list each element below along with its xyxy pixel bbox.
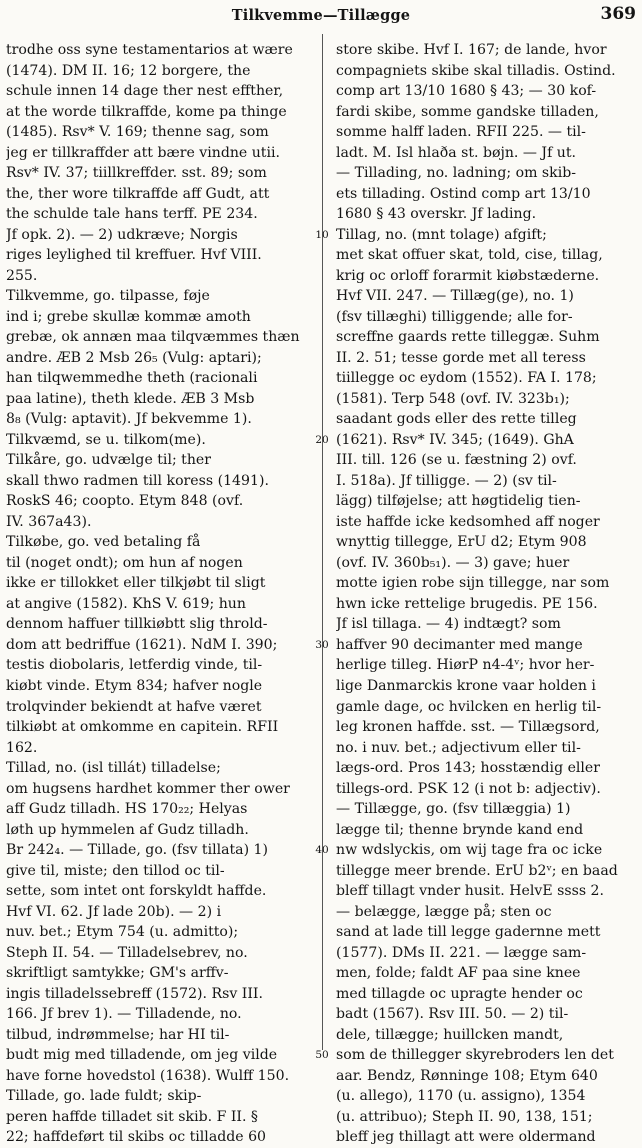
left-column-line: skall thwo radmen till koress (1491). (6, 472, 269, 489)
right-column-line: screffne gaards rette tilleggæ. Suhm (336, 329, 600, 346)
left-column-line: han tilqwemmedhe theth (racionali (6, 370, 258, 387)
right-column-line: badt (1567). Rsv III. 50. — 2) til- (336, 1006, 569, 1023)
right-column-line: iste haffde icke kedsomhed aff noger (336, 513, 600, 530)
right-column-line: dele, tillægge; huillcken mandt, (336, 1026, 564, 1043)
right-column-line: tillegs-ord. PSK 12 (i not b: adjectiv). (336, 780, 601, 797)
page-number: 369 (600, 4, 636, 24)
left-column-line: Tilkvæmd, se u. tilkom(me). (6, 431, 206, 448)
running-title: Tilkvemme—Tillægge (231, 7, 411, 24)
right-column-line: (1621). Rsv* IV. 345; (1649). GhA (336, 431, 574, 448)
right-column-line: comp art 13/10 1680 § 43; — 30 kof- (336, 83, 597, 100)
left-column-line: skriftligt samtykke; GM's arffv- (6, 965, 229, 982)
left-column-line: Rsv* IV. 37; tiillkreffder. sst. 89; som (6, 165, 267, 182)
right-column-line: men, folde; faldt AF paa sine knee (336, 965, 581, 982)
left-column-line: trodhe oss syne testamentarios at wære (6, 42, 293, 58)
left-column-line: at the worde tilkraffde, kome pa thinge (6, 103, 287, 120)
left-column-line: 166. Jf brev 1). — Tilladende, no. (6, 1006, 242, 1023)
left-column-line: til (noget ondt); om hun af nogen (6, 554, 243, 571)
left-column-line: 22; haffdeført til skibs oc tilladde 60 (6, 1129, 267, 1146)
right-column-line: bleff jeg thillagt att were oldermand (336, 1129, 596, 1146)
left-column-line: dom att bedriffue (1621). NdM I. 390; (6, 636, 278, 653)
left-column-line: aff Gudz tilladh. HS 170₂₂; Helyas (6, 801, 248, 818)
right-column-line: (fsv tillæghi) tilliggende; alle for- (336, 308, 573, 325)
right-column-line: sand at lade till legge gadernne mett (336, 924, 601, 941)
right-column-line: compagniets skibe skal tilladis. Ostind. (336, 62, 616, 79)
left-column-line: Br 242₄. — Tillade, go. (fsv tillata) 1) (6, 842, 269, 859)
right-column-line: fardi skibe, somme gandske tilladen, (336, 103, 599, 120)
left-column-line: 255. (6, 267, 38, 284)
left-column-line: Hvf VI. 62. Jf lade 20b). — 2) i (6, 903, 222, 920)
right-column-line: lægge til; thenne brynde kand end (336, 821, 584, 838)
left-column-line: riges leylighed til kreffuer. Hvf VIII. (6, 247, 262, 264)
left-column-line: jeg er tillkraffder att bære vindne utii. (6, 144, 280, 161)
right-column-line: tillegge meer brende. ErU b2ᵛ; en baad (336, 862, 618, 879)
left-column-line: the schulde tale hans terff. PE 234. (6, 206, 258, 223)
left-column-line: andre. ÆB 2 Msb 26₅ (Vulg: aptari); (6, 349, 262, 366)
line-number: 40 (315, 844, 329, 857)
left-column-line: Tilkvemme, go. tilpasse, føje (6, 288, 210, 305)
left-column-line: give til, miste; den tillod oc til- (6, 862, 225, 879)
line-number: 10 (315, 228, 329, 241)
right-column-line: (1577). DMs II. 221. — lægge sam- (336, 944, 587, 961)
left-column-line: peren haffde tilladet sit skib. F II. § (6, 1108, 258, 1125)
left-column-line: løth up hymmelen af Gudz tilladh. (6, 821, 249, 838)
left-column-line: IV. 367a43). (6, 513, 92, 530)
left-column-line: tilbud, indrømmelse; har HI til- (6, 1026, 230, 1043)
page-header (0, 3, 642, 27)
left-column-line: RoskS 46; coopto. Etym 848 (ovf. (6, 493, 244, 510)
right-column-line: nw wdslyckis, om wij tage fra oc icke (336, 842, 603, 859)
right-column-line: (ovf. IV. 360b₅₁). — 3) gave; huer (336, 554, 570, 571)
left-column-line: 162. (6, 739, 38, 756)
line-number: 20 (315, 433, 329, 446)
left-column-line: ikke er tillokket eller tilkjøbt til sligt (6, 575, 266, 592)
left-column-line: testis diobolaris, letferdig vinde, til- (6, 657, 263, 674)
right-column-line: — Tillading, no. ladning; om skib- (336, 165, 576, 182)
left-column-line: tilkiøbt at omkomme en capitein. RFII (6, 719, 279, 736)
left-column-line: 8₈ (Vulg: aptavit). Jf bekvemme 1). (6, 411, 252, 428)
right-column-line: wnyttig tillegge, ErU d2; Etym 908 (336, 534, 587, 551)
right-column-line: Hvf VII. 247. — Tillæg(ge), no. 1) (336, 288, 574, 305)
right-column-line: med tillagde oc upragte hender oc (336, 985, 583, 1002)
left-column (6, 40, 311, 1148)
left-column-line: budt mig med tilladende, om jeg vilde (6, 1047, 278, 1064)
right-column-line: leg kronen haffde. sst. — Tillægsord, (336, 719, 600, 736)
left-column-line: Tilkåre, go. udvælge til; ther (6, 452, 211, 469)
right-column-line: Jf isl tillaga. — 4) indtægt? som (336, 616, 561, 633)
right-column-line: store skibe. Hvf I. 167; de lande, hvor (336, 42, 607, 58)
right-column-line: II. 2. 51; tesse gorde met all teress (336, 349, 586, 366)
right-column-line: I. 518a). Jf tilligge. — 2) (sv til- (336, 472, 557, 489)
left-column-line: have forne hovedstol (1638). Wulff 150. (6, 1067, 290, 1084)
right-column-line: (u. attribuo); Steph II. 90, 138, 151; (336, 1108, 593, 1125)
right-column-line: (u. allego), 1170 (u. assigno), 1354 (336, 1088, 586, 1105)
right-column-line: no. i nuv. bet.; adjectivum eller til- (336, 739, 581, 756)
right-column-line: — belægge, lægge på; sten oc (336, 903, 552, 920)
right-column-line: haffver 90 decimanter med mange (336, 636, 583, 653)
right-column-line: saadant gods eller des rette tilleg (336, 411, 577, 428)
right-column-line: met skat offuer skat, told, cise, tillag, (336, 247, 603, 264)
left-column-line: ingis tilladelssebreff (1572). Rsv III. (6, 985, 263, 1002)
left-column-line: schule innen 14 dage ther nest effther, (6, 83, 284, 100)
right-column-line: hwn icke rettelige brugedis. PE 156. (336, 595, 598, 612)
right-column-line: tiillegge oc eydom (1552). FA I. 178; (336, 370, 597, 387)
left-column-line: ind i; grebe skullæ kommæ amoth (6, 308, 251, 325)
left-column-line: nuv. bet.; Etym 754 (u. admitto); (6, 924, 239, 941)
left-column-line: Tilkøbe, go. ved betaling få (6, 534, 201, 551)
left-column-line: Jf opk. 2). — 2) udkræve; Norgis (6, 226, 238, 243)
left-column-line: dennom haffuer tillkiøbtt slig throld- (6, 616, 268, 633)
left-column-line: om hugsens hardhet kommer ther ower (6, 780, 290, 797)
left-column-line: grebæ, ok annæn maa tilqvæmmes thæn (6, 329, 300, 346)
left-column-line: trolqvinder bekiendt at hafve været (6, 698, 262, 715)
left-column-line: (1485). Rsv* V. 169; thenne sag, som (6, 124, 269, 141)
column-divider (322, 34, 323, 1050)
right-column-line: lägg) tilføjelse; att høgtidelig tien- (336, 493, 581, 510)
right-column-line: bleff tillagt vnder husit. HelvE ssss 2. (336, 883, 604, 900)
right-column-line: ets tillading. Ostind comp art 13/10 (336, 185, 591, 202)
right-column-line: 1680 § 43 overskr. Jf lading. (336, 206, 537, 223)
left-column-line: (1474). DM II. 16; 12 borgere, the (6, 62, 251, 79)
right-column-line: som de thillegger skyrebroders len det (336, 1047, 614, 1064)
left-column-line: the, ther wore tilkraffde aff Gudt, att (6, 185, 270, 202)
right-column-line: Tillag, no. (mnt tolage) afgift; (336, 226, 547, 243)
left-column-line: paa latine), theth klede. ÆB 3 Msb (6, 390, 255, 407)
right-column-line: lægs-ord. Pros 143; hosstændig eller (336, 760, 601, 777)
left-column-line: Tillad, no. (isl tillát) tilladelse; (6, 760, 221, 777)
line-number: 30 (315, 639, 329, 652)
right-column-line: ladt. M. Isl hlaða st. bøjn. — Jf ut. (336, 144, 576, 161)
right-column-line: krig oc orloff forarmit kiøbstæderne. (336, 267, 600, 284)
right-column-line: lige Danmarckis krone vaar holden i (336, 677, 596, 694)
left-column-line: kiøbt vinde. Etym 834; hafver nogle (6, 677, 263, 694)
right-column-line: — Tillægge, go. (fsv tillæggia) 1) (336, 801, 571, 818)
right-column-line: motte igien robe sijn tillegge, nar som (336, 575, 610, 592)
left-column-line: sette, som intet ont forskyldt haffde. (6, 883, 267, 900)
right-column-line: aar. Bendz, Rønninge 108; Etym 640 (336, 1067, 598, 1084)
right-column (336, 40, 639, 1148)
left-column-line: Tillade, go. lade fuldt; skip- (6, 1088, 202, 1105)
right-column-line: herlige tilleg. HiørP n4-4ᵛ; hvor her- (336, 657, 595, 674)
right-column-line: (1581). Terp 548 (ovf. IV. 323b₁); (336, 390, 570, 407)
right-column-line: gamle dage, oc hvilcken en herlig til- (336, 698, 602, 715)
left-column-line: Steph II. 54. — Tilladelsebrev, no. (6, 944, 248, 961)
line-number: 50 (315, 1049, 329, 1062)
right-column-line: III. till. 126 (se u. fæstning 2) ovf. (336, 452, 577, 469)
right-column-line: somme halff laden. RFII 225. — til- (336, 124, 586, 141)
left-column-line: at angive (1582). KhS V. 619; hun (6, 595, 246, 612)
